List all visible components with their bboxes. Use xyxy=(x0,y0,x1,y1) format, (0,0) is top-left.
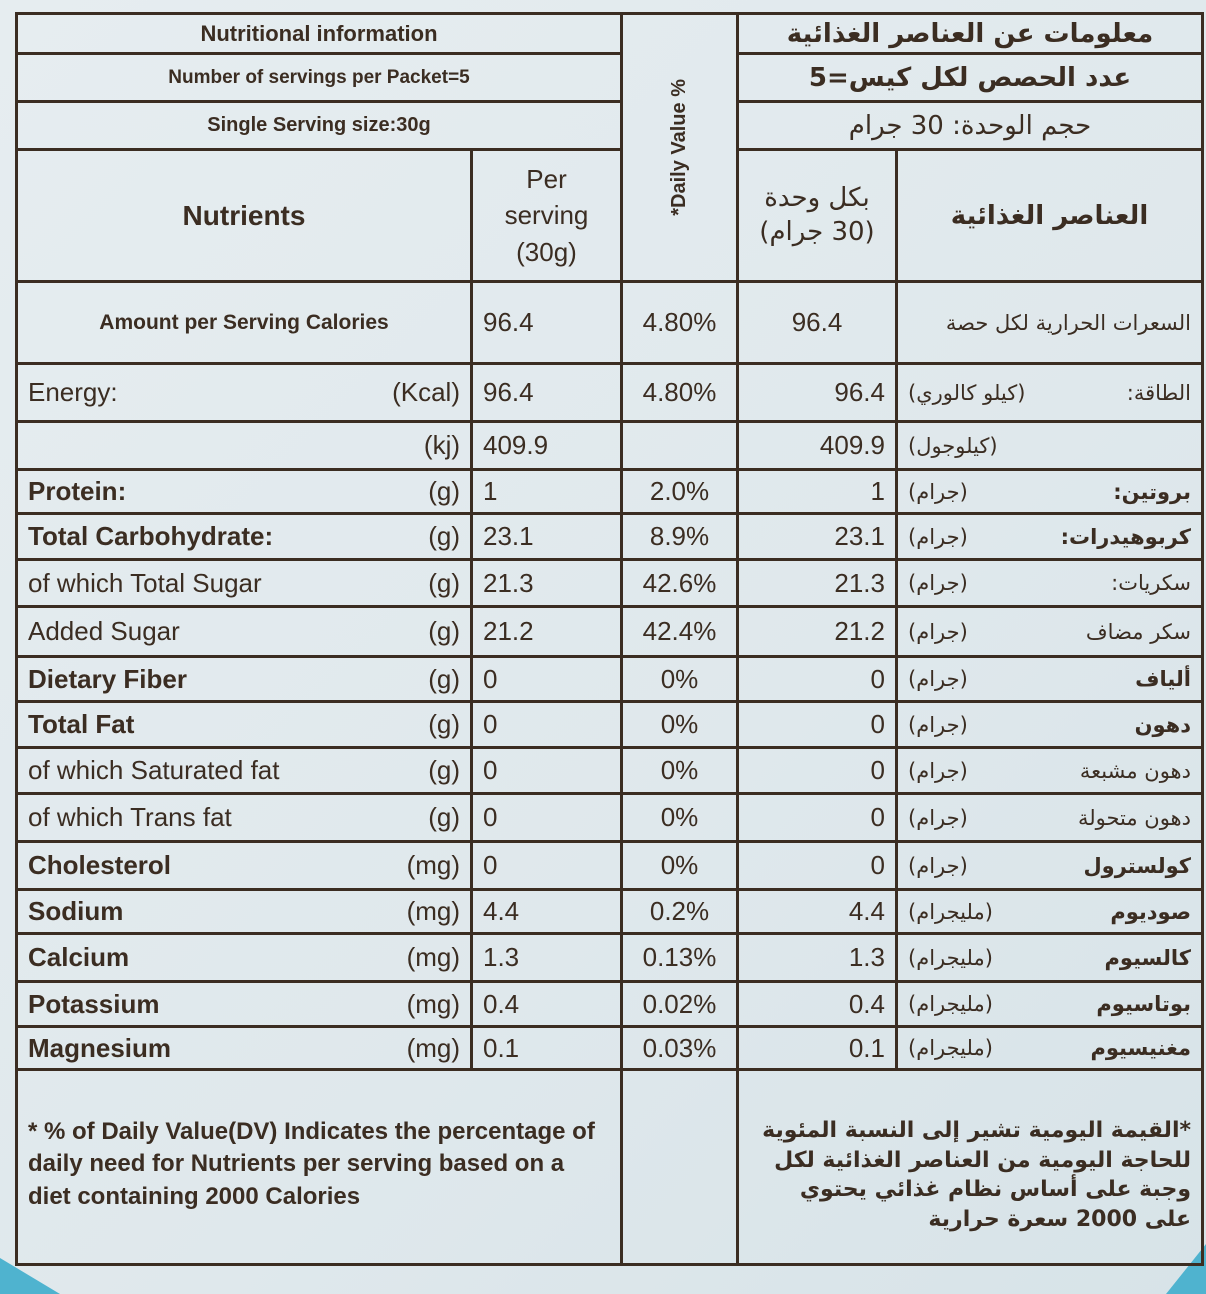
nutrient-unit-en: (g) xyxy=(428,802,460,832)
nutrient-name-ar: سكريات: xyxy=(1111,571,1191,595)
nutrient-unit-ar: (مليجرام) xyxy=(908,992,993,1016)
nutrient-unit-en: (g) xyxy=(428,521,460,551)
nutrient-row xyxy=(17,934,1203,982)
nutrient-unit-ar: (جرام) xyxy=(908,524,968,549)
nutrient-value-ar: 1 xyxy=(738,470,897,514)
nutrient-unit-en: (g) xyxy=(428,567,460,598)
calories-dv: 4.80% xyxy=(622,282,738,364)
nutrient-name-ar: بوتاسيوم xyxy=(1096,992,1191,1016)
nutrient-row xyxy=(17,982,1203,1027)
nutrient-unit-en: (g) xyxy=(428,709,460,739)
title-en: Nutritional information xyxy=(17,14,622,54)
nutrient-name-ar: دهون مشبعة xyxy=(1079,758,1191,783)
nutrient-name-en: Dietary Fiber xyxy=(28,663,187,694)
nutrient-unit-en: (mg) xyxy=(406,942,460,972)
title-ar: معلومات عن العناصر الغذائية xyxy=(738,14,1203,54)
nutrition-facts-table xyxy=(15,12,1204,1266)
nutrient-unit-en: (g) xyxy=(428,616,460,646)
nutrient-value: 0 xyxy=(472,657,622,702)
nutrient-unit-ar: (جرام) xyxy=(908,571,968,595)
nutrient-name-ar: كالسيوم xyxy=(1104,945,1191,970)
nutrient-daily-value: 0.2% xyxy=(622,890,738,934)
nutrient-unit-ar: (جرام) xyxy=(908,619,968,644)
nutrient-value-ar: 0.1 xyxy=(738,1027,897,1070)
calories-label-en: Amount per Serving Calories xyxy=(17,282,472,364)
nutrient-value: 1.3 xyxy=(472,934,622,982)
nutrient-value-ar: 0.4 xyxy=(738,982,897,1027)
nutrient-daily-value: 0% xyxy=(622,748,738,794)
nutrient-unit-en: (kj) xyxy=(423,430,460,460)
nutrient-value: 21.2 xyxy=(472,607,622,657)
servings-ar: عدد الحصص لكل كيس=5 xyxy=(738,54,1203,102)
nutrient-value-ar: 0 xyxy=(738,842,897,890)
nutrient-row xyxy=(17,794,1203,842)
calories-label-ar: السعرات الحرارية لكل حصة xyxy=(897,282,1203,364)
nutrient-unit-en: (g) xyxy=(428,663,460,694)
serving-size-ar: حجم الوحدة: 30 جرام xyxy=(738,102,1203,150)
nutrient-name-en: Magnesium xyxy=(28,1032,172,1063)
nutrient-value: 96.4 xyxy=(472,364,622,422)
nutrient-value: 4.4 xyxy=(472,890,622,934)
nutrient-row xyxy=(17,422,1203,470)
nutrient-value: 1 xyxy=(472,470,622,514)
nutrient-row xyxy=(17,364,1203,422)
nutrient-daily-value: 42.4% xyxy=(622,607,738,657)
nutrient-value: 21.3 xyxy=(472,560,622,607)
nutrient-unit-en: (mg) xyxy=(406,988,460,1019)
nutrient-value: 0 xyxy=(472,702,622,748)
nutrient-value: 23.1 xyxy=(472,514,622,560)
nutrient-name-ar: صوديوم xyxy=(1110,899,1191,924)
nutrient-name-en: Sodium xyxy=(28,896,124,926)
nutrient-daily-value: 0% xyxy=(622,657,738,702)
servings-en: Number of servings per Packet=5 xyxy=(17,54,622,102)
nutrient-name-ar: ألياف xyxy=(1135,667,1191,691)
nutrient-unit-ar: (جرام) xyxy=(908,667,968,691)
per-serving-header-en: Per serving (30g) xyxy=(472,150,622,282)
daily-value-label: *Daily Value % xyxy=(668,79,690,216)
nutrient-value: 0 xyxy=(472,794,622,842)
nutrient-unit-ar: (جرام) xyxy=(908,758,968,783)
nutrient-row xyxy=(17,607,1203,657)
nutrient-row xyxy=(17,514,1203,560)
nutrient-value: 0.1 xyxy=(472,1027,622,1070)
nutrient-unit-ar: (جرام) xyxy=(908,479,968,504)
footnote-ar: *القيمة اليومية تشير إلى النسبة المئوية للحاجة اليومية من العناصر الغذائية لكل وجبة على أساس نظام غذائي يحتوي على 2000 سعرة حرارية xyxy=(738,1070,1203,1265)
nutrient-name-en: Protein: xyxy=(28,476,127,506)
nutrient-value-ar: 0 xyxy=(738,748,897,794)
nutrient-name-en: of which Saturated fat xyxy=(28,755,280,785)
nutrient-daily-value: 0.03% xyxy=(622,1027,738,1070)
nutrient-name-ar: بروتين: xyxy=(1113,479,1191,504)
per-serving-header-ar: بكل وحدة (30 جرام) xyxy=(738,150,897,282)
nutrient-unit-ar: (مليجرام) xyxy=(908,945,993,970)
nutrient-unit-ar: (كيلو كالوري) xyxy=(908,380,1026,405)
nutrient-row xyxy=(17,470,1203,514)
nutrient-row xyxy=(17,702,1203,748)
nutrient-name-en: Total Carbohydrate: xyxy=(28,521,274,551)
nutrient-unit-en: (Kcal) xyxy=(392,377,460,407)
nutrient-value: 0.4 xyxy=(472,982,622,1027)
nutrient-name-en: of which Trans fat xyxy=(28,802,232,832)
nutrient-value: 0 xyxy=(472,748,622,794)
nutrient-row xyxy=(17,890,1203,934)
nutrient-name-en: Energy: xyxy=(28,377,118,407)
nutrient-value-ar: 4.4 xyxy=(738,890,897,934)
nutrient-name-ar: سكر مضاف xyxy=(1085,619,1191,644)
nutrient-daily-value: 0.13% xyxy=(622,934,738,982)
nutrient-unit-en: (g) xyxy=(428,755,460,785)
nutrient-value-ar: 23.1 xyxy=(738,514,897,560)
nutrient-name-ar: كربوهيدرات: xyxy=(1060,524,1191,549)
nutrient-name-ar: كولسترول xyxy=(1083,853,1191,878)
daily-value-header xyxy=(622,14,738,282)
nutrient-name-en: Total Fat xyxy=(28,709,135,739)
nutrient-value: 409.9 xyxy=(472,422,622,470)
nutrient-row xyxy=(17,748,1203,794)
nutrient-daily-value: 2.0% xyxy=(622,470,738,514)
nutrient-value-ar: 21.3 xyxy=(738,560,897,607)
nutrient-unit-en: (mg) xyxy=(406,850,460,880)
nutrient-daily-value: 42.6% xyxy=(622,560,738,607)
nutrient-row xyxy=(17,1027,1203,1070)
nutrient-name-en: of which Total Sugar xyxy=(28,567,262,598)
nutrient-value-ar: 21.2 xyxy=(738,607,897,657)
nutrient-name-en: Added Sugar xyxy=(28,616,180,646)
nutrient-unit-ar: (جرام) xyxy=(908,712,968,737)
nutrient-unit-ar: (مليجرام) xyxy=(908,1036,993,1060)
nutrient-name-ar: دهون متحولة xyxy=(1077,805,1191,830)
nutrient-unit-ar: (مليجرام) xyxy=(908,899,993,924)
nutrient-daily-value xyxy=(622,422,738,470)
nutrients-header-ar: العناصر الغذائية xyxy=(897,150,1203,282)
nutrient-value-ar: 0 xyxy=(738,657,897,702)
nutrient-daily-value: 8.9% xyxy=(622,514,738,560)
nutrient-value-ar: 1.3 xyxy=(738,934,897,982)
nutrient-name-en: Cholesterol xyxy=(28,850,172,880)
nutrient-unit-en: (mg) xyxy=(406,896,460,926)
nutrient-name-ar: الطاقة: xyxy=(1126,380,1191,405)
nutrient-row xyxy=(17,657,1203,702)
nutrient-value-ar: 409.9 xyxy=(738,422,897,470)
nutrient-name-ar: مغنيسيوم xyxy=(1090,1036,1191,1060)
nutrient-name-en: Potassium xyxy=(28,988,160,1019)
nutrients-header-en: Nutrients xyxy=(17,150,472,282)
footer-spacer xyxy=(622,1070,738,1265)
nutrient-unit-en: (mg) xyxy=(406,1032,460,1063)
calories-value-ar: 96.4 xyxy=(738,282,897,364)
nutrient-daily-value: 4.80% xyxy=(622,364,738,422)
nutrient-value-ar: 96.4 xyxy=(738,364,897,422)
calories-value: 96.4 xyxy=(472,282,622,364)
nutrient-daily-value: 0% xyxy=(622,842,738,890)
nutrient-daily-value: 0% xyxy=(622,794,738,842)
footnote-en: * % of Daily Value(DV) Indicates the percentage of daily need for Nutrients per serving based on a diet containing 2000 Calories xyxy=(17,1070,622,1265)
nutrient-unit-en: (g) xyxy=(428,476,460,506)
nutrient-row xyxy=(17,560,1203,607)
nutrient-value-ar: 0 xyxy=(738,702,897,748)
nutrient-unit-ar: (كيلوجول) xyxy=(908,433,998,458)
serving-size-en: Single Serving size:30g xyxy=(17,102,622,150)
nutrient-daily-value: 0% xyxy=(622,702,738,748)
nutrient-row xyxy=(17,842,1203,890)
nutrient-daily-value: 0.02% xyxy=(622,982,738,1027)
nutrient-value-ar: 0 xyxy=(738,794,897,842)
nutrient-unit-ar: (جرام) xyxy=(908,853,968,878)
nutrient-value: 0 xyxy=(472,842,622,890)
nutrient-name-en: Calcium xyxy=(28,942,130,972)
calories-row xyxy=(17,282,1203,364)
nutrient-name-ar: دهون xyxy=(1134,712,1191,737)
nutrient-unit-ar: (جرام) xyxy=(908,805,968,830)
